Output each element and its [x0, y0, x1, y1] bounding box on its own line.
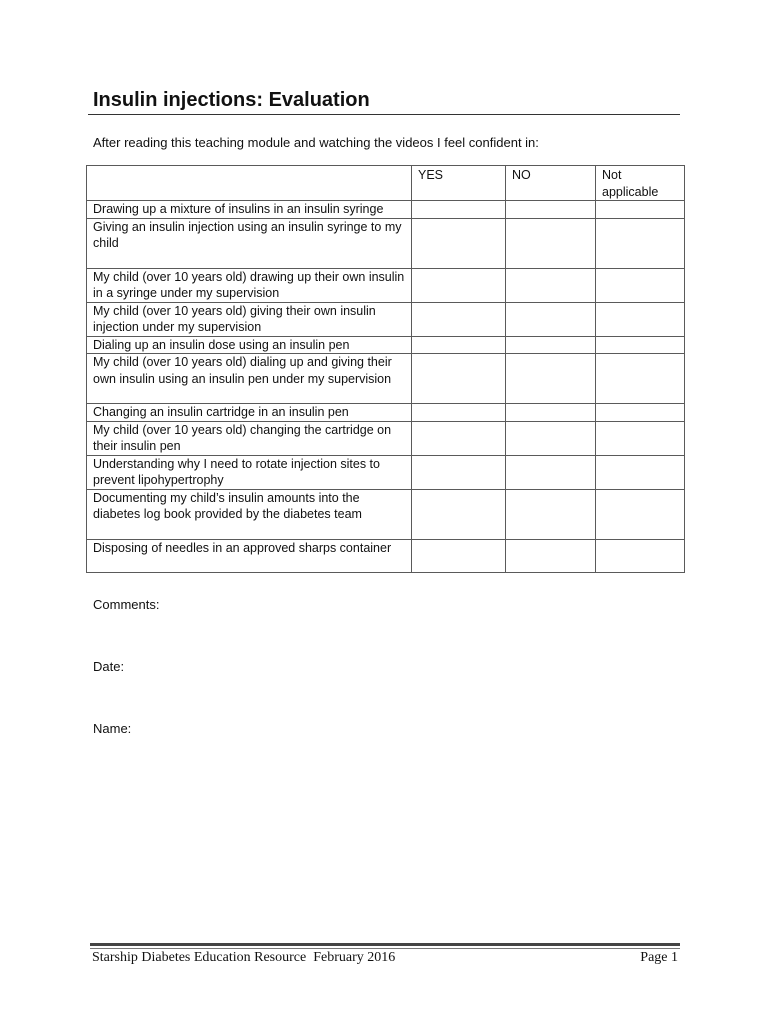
table-row [87, 302, 685, 336]
not-applicable-cell[interactable] [596, 302, 685, 336]
header-blank-cell [87, 166, 412, 201]
table-row [87, 404, 685, 422]
yes-cell[interactable] [412, 268, 506, 302]
title-underline [88, 114, 680, 115]
table-row [87, 539, 685, 572]
yes-cell[interactable] [412, 218, 506, 268]
row-label: My child (over 10 years old) dialing up and giving their own insulin using an insulin pen under my supervision [87, 354, 412, 404]
row-label: My child (over 10 years old) giving their own insulin injection under my supervision [87, 302, 412, 336]
table-row [87, 268, 685, 302]
no-cell[interactable] [506, 268, 596, 302]
intro-text: After reading this teaching module and watching the videos I feel confident in: [93, 135, 539, 150]
row-label: Changing an insulin cartridge in an insulin pen [87, 404, 412, 422]
header-no: NO [506, 166, 596, 201]
no-cell[interactable] [506, 302, 596, 336]
footer-rule [90, 943, 680, 946]
table-row [87, 336, 685, 354]
not-applicable-cell[interactable] [596, 539, 685, 572]
page-title: Insulin injections: Evaluation [93, 89, 370, 111]
evaluation-table [86, 165, 685, 573]
no-cell[interactable] [506, 539, 596, 572]
name-label: Name: [93, 721, 132, 736]
no-cell[interactable] [506, 404, 596, 422]
yes-cell[interactable] [412, 201, 506, 219]
not-applicable-cell[interactable] [596, 336, 685, 354]
header-not-applicable: Not applicable [596, 166, 685, 201]
table-row [87, 489, 685, 539]
yes-cell[interactable] [412, 404, 506, 422]
yes-cell[interactable] [412, 336, 506, 354]
table-row [87, 218, 685, 268]
date-label: Date: [93, 659, 125, 674]
not-applicable-cell[interactable] [596, 455, 685, 489]
page-number: Page 1 [640, 950, 678, 965]
table-row [87, 354, 685, 404]
no-cell[interactable] [506, 421, 596, 455]
no-cell[interactable] [506, 489, 596, 539]
yes-cell[interactable] [412, 421, 506, 455]
table-row [87, 421, 685, 455]
no-cell[interactable] [506, 336, 596, 354]
row-label: Drawing up a mixture of insulins in an insulin syringe [87, 201, 412, 219]
row-label: Documenting my child’s insulin amounts into the diabetes log book provided by the diabetes team [87, 489, 412, 539]
footer-source: Starship Diabetes Education Resource February 2016 [92, 950, 396, 965]
yes-cell[interactable] [412, 455, 506, 489]
row-label: Dialing up an insulin dose using an insulin pen [87, 336, 412, 354]
no-cell[interactable] [506, 201, 596, 219]
not-applicable-cell[interactable] [596, 268, 685, 302]
not-applicable-cell[interactable] [596, 218, 685, 268]
table-row [87, 201, 685, 219]
not-applicable-cell[interactable] [596, 404, 685, 422]
yes-cell[interactable] [412, 489, 506, 539]
footer-rule-thin [90, 948, 680, 949]
yes-cell[interactable] [412, 302, 506, 336]
yes-cell[interactable] [412, 539, 506, 572]
table-header-row [87, 166, 685, 201]
table-row [87, 455, 685, 489]
not-applicable-cell[interactable] [596, 354, 685, 404]
yes-cell[interactable] [412, 354, 506, 404]
row-label: Understanding why I need to rotate injection sites to prevent lipohypertrophy [87, 455, 412, 489]
not-applicable-cell[interactable] [596, 421, 685, 455]
not-applicable-cell[interactable] [596, 489, 685, 539]
not-applicable-cell[interactable] [596, 201, 685, 219]
row-label: Disposing of needles in an approved sharps container [87, 539, 412, 572]
no-cell[interactable] [506, 218, 596, 268]
header-yes: YES [412, 166, 506, 201]
no-cell[interactable] [506, 354, 596, 404]
comments-label: Comments: [93, 597, 160, 612]
row-label: Giving an insulin injection using an insulin syringe to my child [87, 218, 412, 268]
row-label: My child (over 10 years old) changing the cartridge on their insulin pen [87, 421, 412, 455]
no-cell[interactable] [506, 455, 596, 489]
row-label: My child (over 10 years old) drawing up their own insulin in a syringe under my supervision [87, 268, 412, 302]
